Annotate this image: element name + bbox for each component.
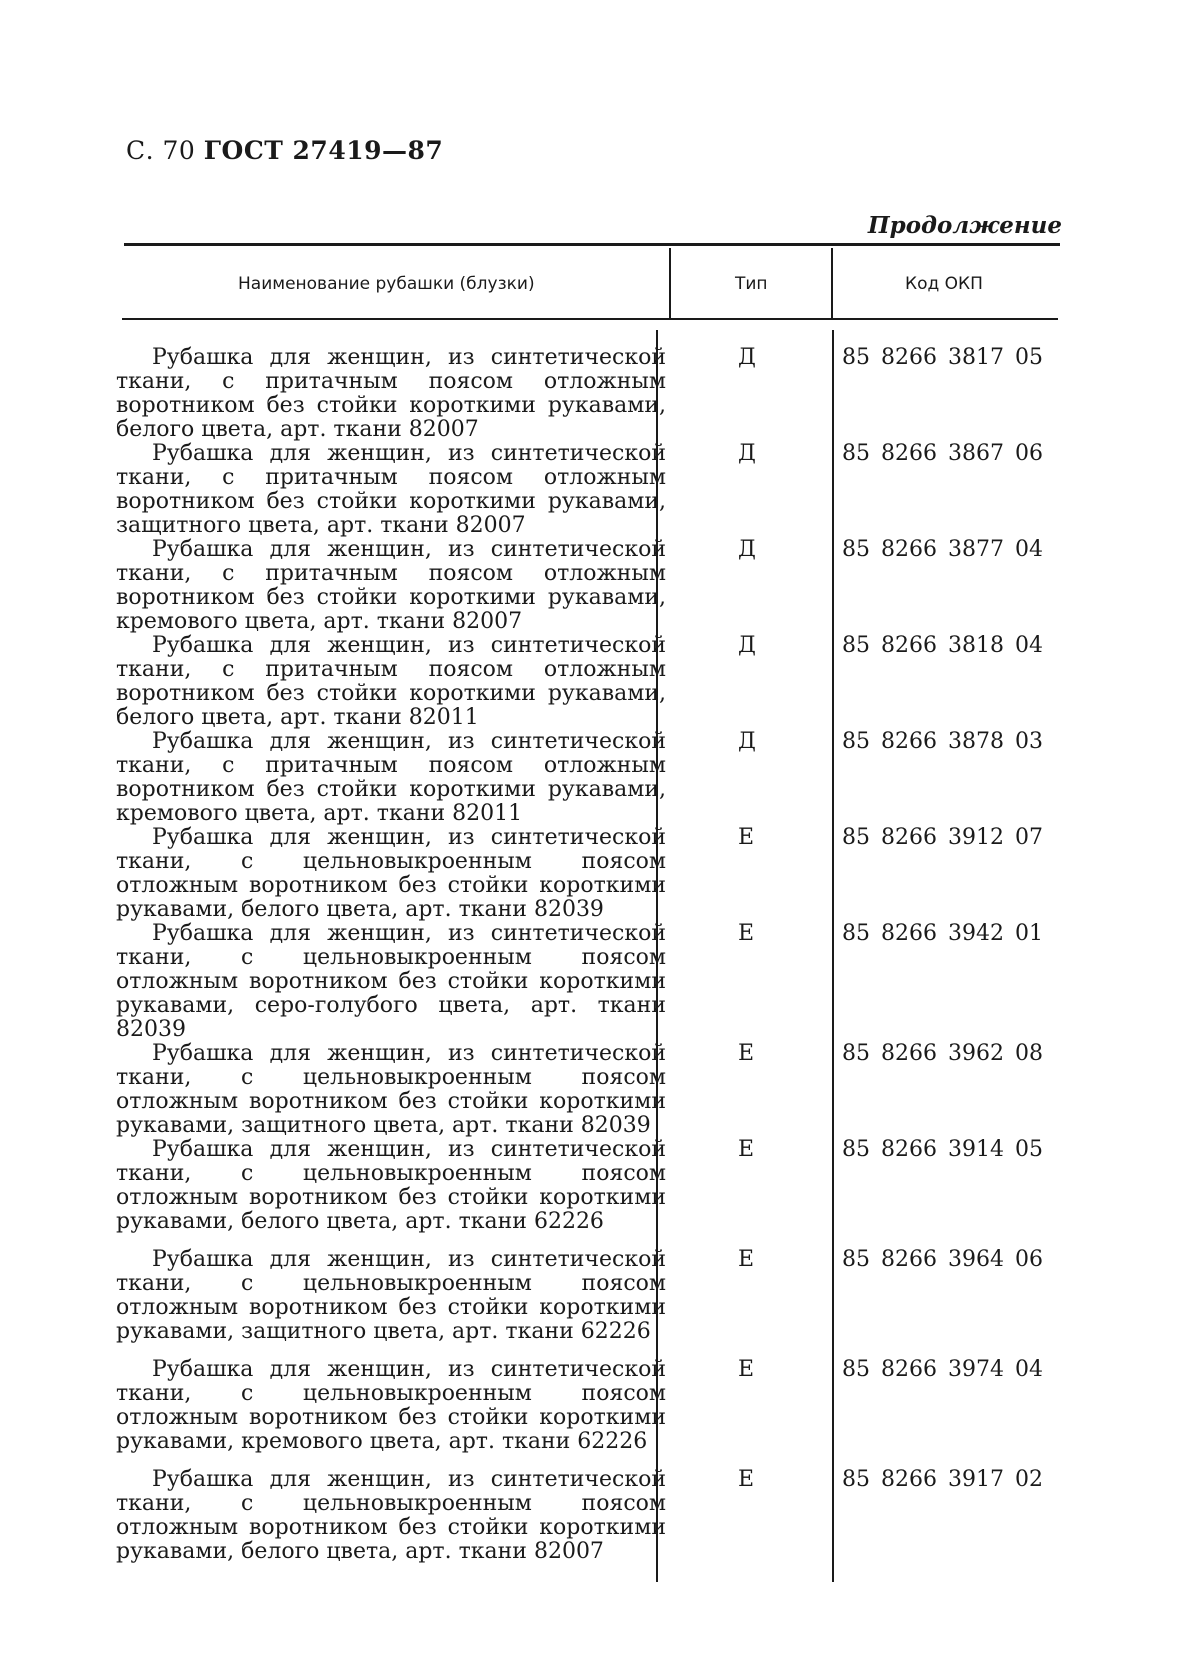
continuation-label: Продолжение xyxy=(867,212,1062,239)
header-divider-2 xyxy=(831,248,833,318)
row-type: Д xyxy=(738,729,756,754)
row-name: Рубашка для женщин, из синтетической ткани, с притачным поясом отложным воротником без стойки короткими рукавами, белого цвета, арт. ткани 82007 xyxy=(116,345,666,442)
row-name: Рубашка для женщин, из синтетической ткани, с притачным поясом отложным воротником без стойки короткими рукавами, защитного цвета, арт. ткани 82007 xyxy=(116,441,666,538)
row-code: 85 8266 3917 02 xyxy=(842,1467,1043,1492)
column-header-type: Тип xyxy=(735,274,768,294)
row-code: 85 8266 3867 06 xyxy=(842,441,1043,466)
row-code: 85 8266 3964 06 xyxy=(842,1247,1043,1272)
row-type: Е xyxy=(738,825,755,850)
column-header-name: Наименование рубашки (блузки) xyxy=(238,274,535,294)
row-name: Рубашка для женщин, из синтетической ткани, с цельновыкроенным поясом отложным воротником без стойки короткими рукавами, защитного цвета, арт. ткани 62226 xyxy=(116,1247,666,1344)
row-code: 85 8266 3974 04 xyxy=(842,1357,1043,1382)
row-code: 85 8266 3817 05 xyxy=(842,345,1043,370)
row-type: Е xyxy=(738,1247,755,1272)
table-body xyxy=(110,346,1110,1564)
page-header xyxy=(126,136,443,165)
table-row xyxy=(110,1248,1110,1344)
table-row xyxy=(110,442,1110,538)
row-type: Д xyxy=(738,345,756,370)
row-type: Е xyxy=(738,1137,755,1162)
row-type: Е xyxy=(738,1357,755,1382)
row-name: Рубашка для женщин, из синтетической ткани, с притачным поясом отложным воротником без стойки короткими рукавами, белого цвета, арт. ткани 82011 xyxy=(116,633,666,730)
table-row xyxy=(110,922,1110,1042)
header-bottom-rule xyxy=(122,318,1058,320)
table-row xyxy=(110,634,1110,730)
column-header-code: Код ОКП xyxy=(905,274,983,294)
row-code: 85 8266 3912 07 xyxy=(842,825,1043,850)
row-name: Рубашка для женщин, из синтетической ткани, с притачным поясом отложным воротником без стойки короткими рукавами, кремового цвета, арт. ткани 82007 xyxy=(116,537,666,634)
row-type: Д xyxy=(738,537,756,562)
table-row xyxy=(110,730,1110,826)
row-code: 85 8266 3962 08 xyxy=(842,1041,1043,1066)
row-name: Рубашка для женщин, из синтетической ткани, с цельновыкроенным поясом отложным воротником без стойки короткими рукавами, кремового цвета, арт. ткани 62226 xyxy=(116,1357,666,1454)
table-top-rule xyxy=(124,243,1060,246)
row-code: 85 8266 3877 04 xyxy=(842,537,1043,562)
page-number: С. 70 xyxy=(126,136,196,165)
table-row xyxy=(110,1468,1110,1564)
row-code: 85 8266 3878 03 xyxy=(842,729,1043,754)
row-name: Рубашка для женщин, из синтетической ткани, с цельновыкроенным поясом отложным воротником без стойки короткими рукавами, белого цвета, арт. ткани 82039 xyxy=(116,825,666,922)
table-row xyxy=(110,826,1110,922)
row-name: Рубашка для женщин, из синтетической ткани, с притачным поясом отложным воротником без стойки короткими рукавами, кремового цвета, арт. ткани 82011 xyxy=(116,729,666,826)
table-row xyxy=(110,346,1110,442)
row-name: Рубашка для женщин, из синтетической ткани, с цельновыкроенным поясом отложным воротником без стойки короткими рукавами, серо-голубого цвета, арт. ткани 82039 xyxy=(116,921,666,1042)
row-type: Е xyxy=(738,921,755,946)
row-name: Рубашка для женщин, из синтетической ткани, с цельновыкроенным поясом отложным воротником без стойки короткими рукавами, белого цвета, арт. ткани 82007 xyxy=(116,1467,666,1564)
standard-number: ГОСТ 27419—87 xyxy=(203,136,444,165)
row-type: Д xyxy=(738,441,756,466)
row-type: Е xyxy=(738,1467,755,1492)
table-row xyxy=(110,1042,1110,1138)
table-row xyxy=(110,1358,1110,1454)
row-name: Рубашка для женщин, из синтетической ткани, с цельновыкроенным поясом отложным воротником без стойки короткими рукавами, защитного цвета, арт. ткани 82039 xyxy=(116,1041,666,1138)
header-divider-1 xyxy=(669,248,671,318)
row-code: 85 8266 3914 05 xyxy=(842,1137,1043,1162)
row-code: 85 8266 3818 04 xyxy=(842,633,1043,658)
table-row xyxy=(110,538,1110,634)
row-name: Рубашка для женщин, из синтетической ткани, с цельновыкроенным поясом отложным воротником без стойки короткими рукавами, белого цвета, арт. ткани 62226 xyxy=(116,1137,666,1234)
table-row xyxy=(110,1138,1110,1234)
row-type: Е xyxy=(738,1041,755,1066)
row-type: Д xyxy=(738,633,756,658)
row-code: 85 8266 3942 01 xyxy=(842,921,1043,946)
